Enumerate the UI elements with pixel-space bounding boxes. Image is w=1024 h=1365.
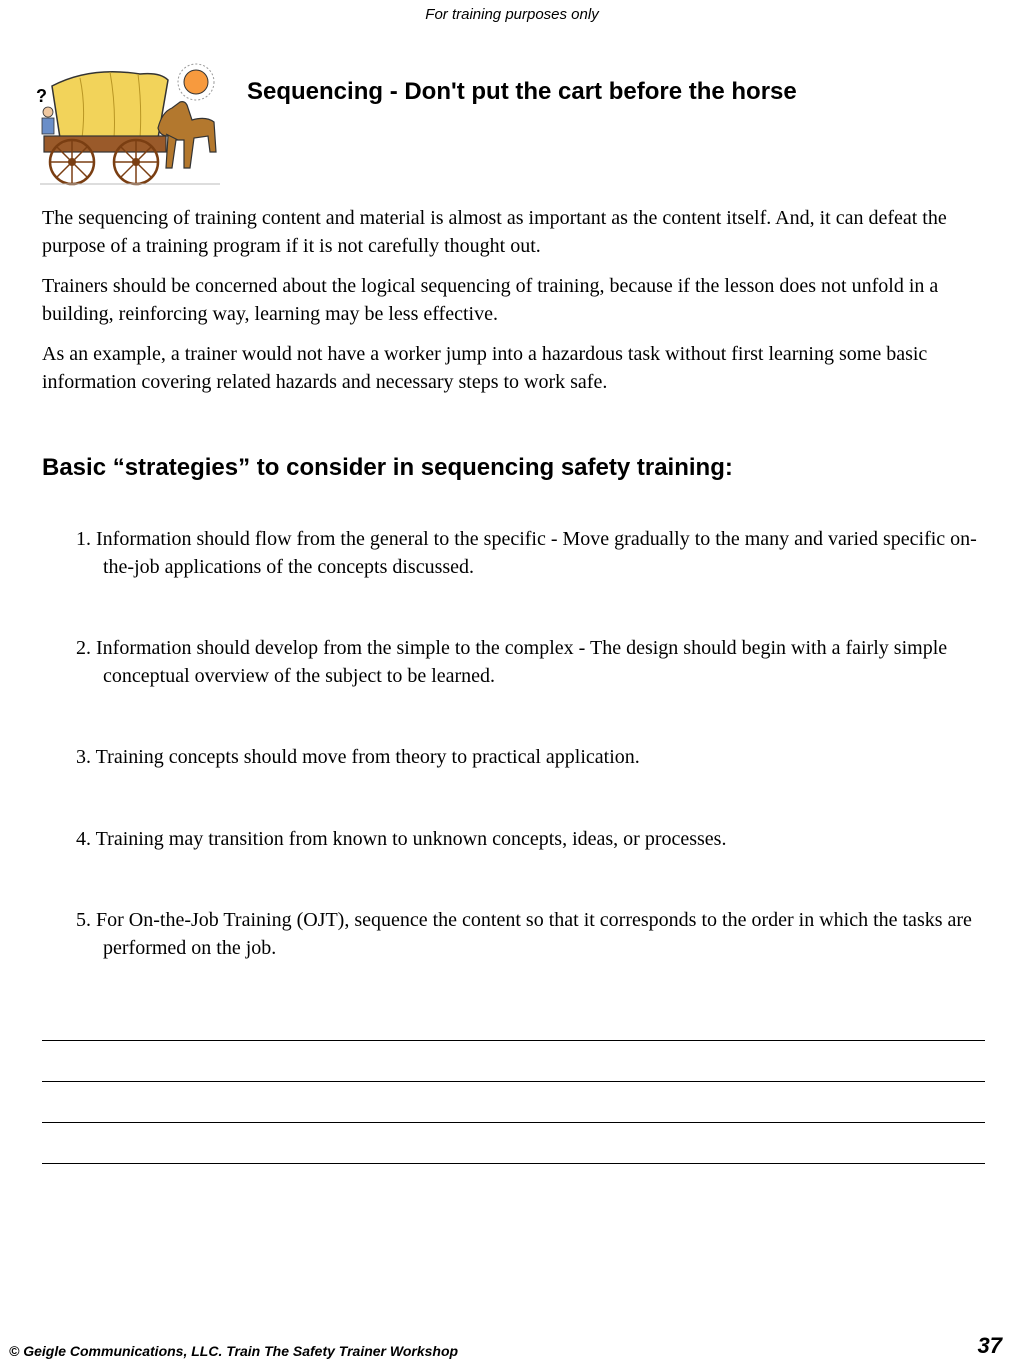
note-line <box>42 1123 985 1164</box>
intro-paragraph: Trainers should be concerned about the logical sequencing of training, because if the lesson does not unfold in a building, reinforcing way, learning may be less effective. <box>42 275 939 325</box>
cart-before-horse-icon <box>30 56 222 188</box>
page-title: Sequencing - Don't put the cart before the horse <box>247 78 797 105</box>
intro-paragraph: As an example, a trainer would not have a worker jump into a hazardous task without first learning some basic information covering related hazards and necessary steps to work safe. <box>42 343 928 393</box>
strategies-heading: Basic “strategies” to consider in sequencing safety training: <box>42 454 733 481</box>
strategy-item: 3. Training concepts should move from theory to practical application. <box>76 746 640 768</box>
intro-section <box>42 205 992 409</box>
page-number: 37 <box>977 1333 1002 1358</box>
question-mark: ? <box>36 86 47 106</box>
strategy-item: 2. Information should develop from the simple to the complex - The design should begin with a fairly simple conceptual overview of the subject to be learned. <box>76 637 948 687</box>
note-line <box>42 1082 985 1123</box>
notes-lines <box>42 1040 985 1164</box>
strategy-item: 5. For On-the-Job Training (OJT), sequence the content so that it corresponds to the order in which the tasks are performed on the job. <box>76 909 972 959</box>
note-line <box>42 1041 985 1082</box>
strategies-list <box>76 526 991 962</box>
intro-paragraph: The sequencing of training content and material is almost as important as the content itself. And, it can defeat the purpose of a training program if it is not carefully thought out. <box>42 207 947 257</box>
footer-copyright: © Geigle Communications, LLC. Train The Safety Trainer Workshop <box>9 1343 459 1359</box>
strategy-item: 4. Training may transition from known to unknown concepts, ideas, or processes. <box>76 827 727 850</box>
header-note: For training purposes only <box>425 6 599 23</box>
strategy-item: 1. Information should flow from the general to the specific - Move gradually to the many and varied specific on-the-job applications of the concepts discussed. <box>76 528 977 578</box>
